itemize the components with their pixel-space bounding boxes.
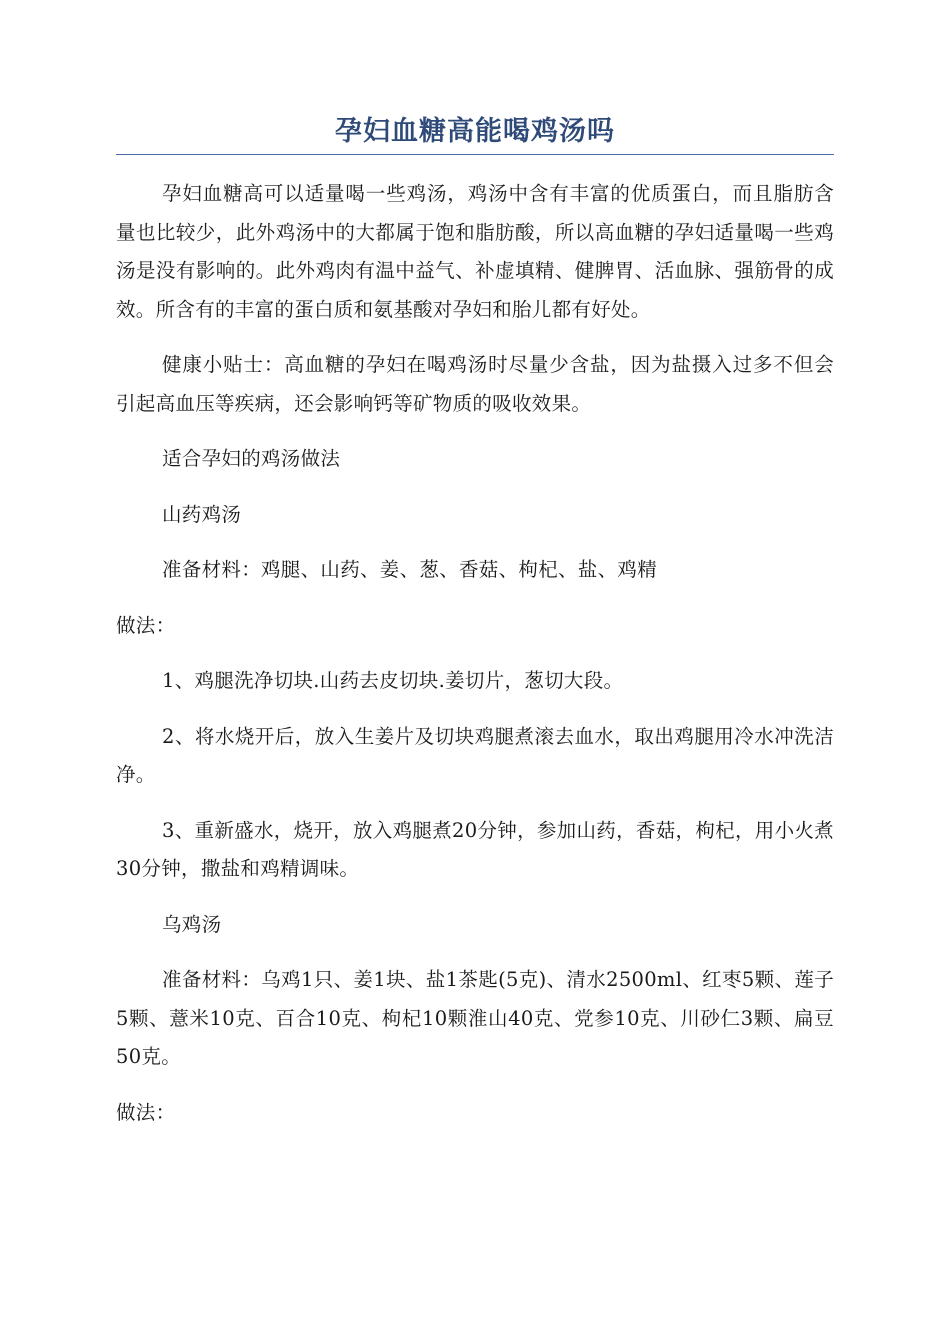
recipe-step-1: 1、鸡腿洗净切块.山药去皮切块.姜切片，葱切大段。: [162, 669, 624, 692]
document-page: [116, 112, 834, 1149]
paragraph-intro: 孕妇血糖高可以适量喝一些鸡汤，鸡汤中含有丰富的优质蛋白，而且脂肪含量也比较少，此外鸡汤中的大都属于饱和脂肪酸，所以高血糖的孕妇适量喝一些鸡汤是没有影响的。此外鸡肉有温中益气、补虚填精、健脾胃、活血脉、强筋骨的成效。所含有的丰富的蛋白质和氨基酸对孕妇和胎儿都有好处。: [116, 182, 834, 321]
document-title: 孕妇血糖高能喝鸡汤吗: [335, 116, 615, 147]
recipe-title-yam-chicken-soup: 山药鸡汤: [162, 502, 242, 526]
paragraph-health-tip: 健康小贴士：高血糖的孕妇在喝鸡汤时尽量少含盐，因为盐摄入过多不但会引起高血压等疾病，还会影响钙等矿物质的吸收效果。: [116, 353, 834, 415]
recipe-method-label-2: 做法：: [116, 1100, 176, 1124]
recipe-ingredients-yam: 准备材料：鸡腿、山药、姜、葱、香菇、枸杞、盐、鸡精: [162, 558, 658, 581]
recipe-title-black-chicken-soup: 乌鸡汤: [162, 912, 222, 936]
section-heading-recipes: 适合孕妇的鸡汤做法: [162, 447, 341, 470]
recipe-step-3: 3、重新盛水，烧开，放入鸡腿煮20分钟，参加山药，香菇，枸杞，用小火煮30分钟，撒盐和鸡精调味。: [116, 818, 834, 880]
recipe-ingredients-black-chicken: 准备材料：乌鸡1只、姜1块、盐1茶匙(5克)、清水2500ml、红枣5颗、莲子5颗、薏米10克、百合10克、枸杞10颗淮山40克、党参10克、川砂仁3颗、扁豆50克。: [116, 968, 834, 1068]
recipe-method-label: 做法：: [116, 613, 176, 637]
title-underline: [116, 154, 834, 155]
recipe-step-2: 2、将水烧开后，放入生姜片及切块鸡腿煮滚去血水，取出鸡腿用冷水冲洗洁净。: [116, 724, 834, 786]
